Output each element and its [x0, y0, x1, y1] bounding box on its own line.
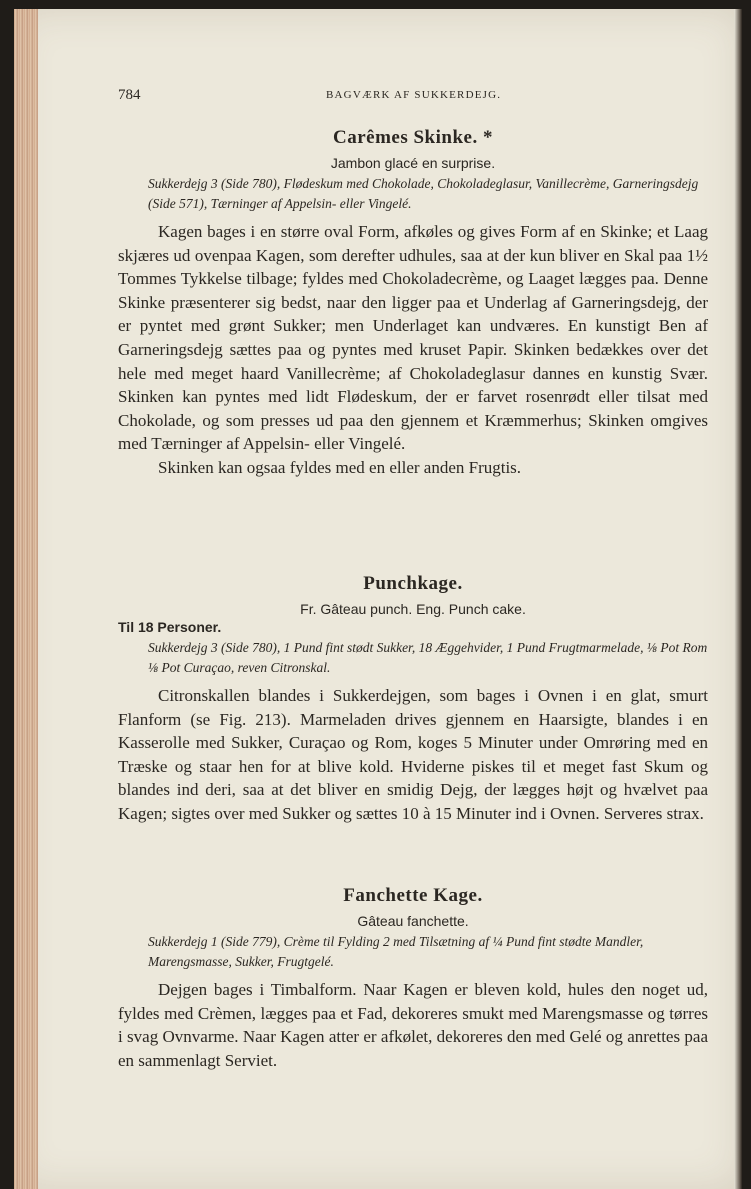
recipe-subtitle: Gâteau fanchette.: [357, 913, 469, 929]
page-edge: [734, 9, 742, 1189]
recipe-subtitle: Jambon glacé en surprise.: [330, 155, 496, 171]
recipe-paragraph: Kagen bages i en større oval Form, afkøles og gives Form af en Skinke; et Laag skjæres ud ovenpaa Kagen, som derefter udhules, saa at der kun bliver en Skal paa 1½ Tommes Tykkelse tilbage; fyldes med Chokoladecrème, og Laaget lægges paa. Denne Skinke præsenterer sig bedst, naar den ligger paa et Underlag af Garneringsdejg, der er pyntet med grønt Sukker; men Underlaget kan undværes. En kunstigt Ben af Garneringsdejg sættes paa og pyntes med kruset Papir. Skinken bedækkes over det hele med meget haard Vanillecrème; af Chokoladeglasur dannes en kunstig Svær. Skinken kan pyntes med lidt Flødeskum, der er farvet rosenrødt eller tilsat med Chokolade, og som presses ud paa den gjennem et Kræmmerhus; Skinken omgives med Tærninger af Appelsin- eller Vingelé.: [118, 222, 708, 454]
recipe-title: Carêmes Skinke. *: [333, 127, 493, 148]
recipe-paragraph: Citronskallen blandes i Sukkerdejgen, som bages i Ovnen i en glat, smurt Flanform (se Fig. 213). Marmeladen drives gjennem en Haarsigte, blandes i en Kasserolle med Sukker, Curaçao og Rom, koges 5 Minuter under Omrøring med en Træske og staar hen for at blive kold. Hviderne piskes til et meget fast Skum og blandes ind deri, saa at det bliver en smidig Dejg, der lægges højt og hvælvet paa Kagen; sigtes over med Sukker og sættes 10 à 15 Minuter ind i Ovnen. Serveres strax.: [118, 686, 708, 823]
ingredient-list: Sukkerdejg 3 (Side 780), 1 Pund fint stødt Sukker, 18 Æggehvider, 1 Pund Frugtmarmelade, ⅛ Pot Rom ⅛ Pot Curaçao, reven Citronskal.: [148, 640, 708, 675]
running-title: BAGVÆRK AF SUKKERDEJG.: [326, 89, 502, 101]
recipe-paragraph: Dejgen bages i Timbalform. Naar Kagen er bleven kold, hules den noget ud, fyldes med Crèmen, lægges paa et Fad, dekoreres smukt med Marengsmasse og tørres i svag Ovnvarme. Naar Kagen atter er afkølet, dekoreres den med Gelé og anrettes paa en sammenlagt Serviet.: [118, 980, 708, 1070]
recipe-subtitle: Fr. Gâteau punch. Eng. Punch cake.: [300, 601, 526, 617]
recipe-punchkage: [118, 573, 708, 826]
page-content: [118, 87, 708, 1070]
page-gutter: [14, 9, 38, 1189]
running-head: [118, 87, 708, 113]
ingredient-list: Sukkerdejg 1 (Side 779), Crème til Fylding 2 med Tilsætning af ¼ Pund fint stødte Mandler, Marengsmasse, Sukker, Frugtgelé.: [148, 934, 644, 969]
page-number: 784: [118, 87, 141, 103]
recipe-title: Punchkage.: [363, 573, 463, 594]
recipe-caremes-skinke: [118, 127, 708, 480]
recipe-fanchette-kage: [118, 885, 708, 1072]
ingredient-list: Sukkerdejg 3 (Side 780), Flødeskum med Chokolade, Chokoladeglasur, Vanillecrème, Garneringsdejg (Side 571), Tærninger af Appelsin- eller Vingelé.: [148, 176, 699, 211]
book-page: [14, 9, 742, 1189]
servings-label: Til 18 Personer.: [118, 619, 222, 635]
recipe-title: Fanchette Kage.: [343, 885, 483, 906]
recipe-paragraph: Skinken kan ogsaa fyldes med en eller anden Frugtis.: [158, 457, 522, 477]
